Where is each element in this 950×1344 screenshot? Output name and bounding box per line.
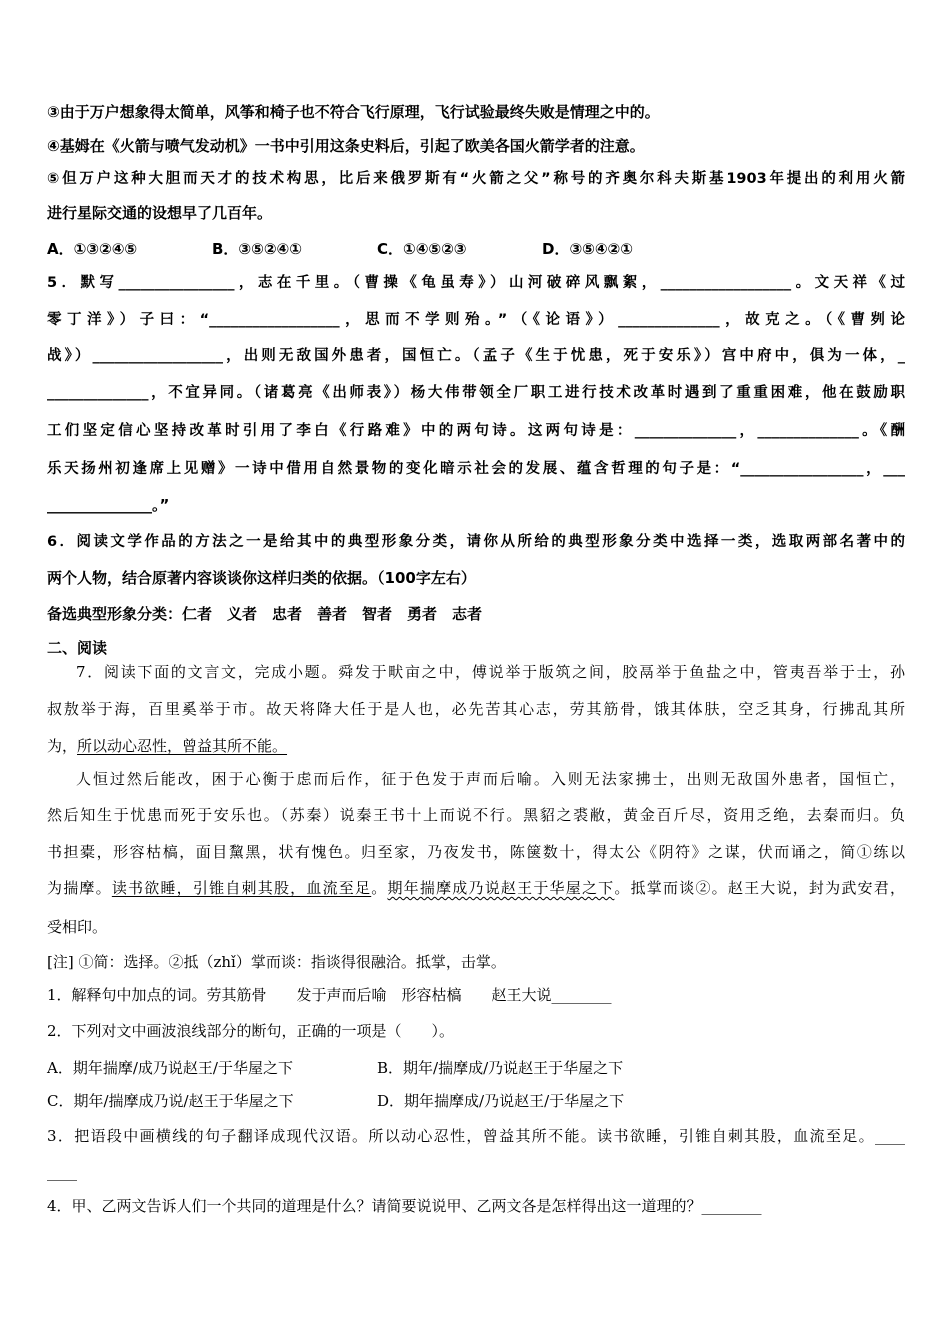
section-heading: 二、阅读 — [47, 639, 108, 657]
q4-options — [47, 239, 905, 259]
q4-item-5-line1: ⑤但万户这种大胆而天才的技术构思，比后来俄罗斯有“火箭之父”称号的齐奥尔科夫斯基1903年提出的利用火箭 — [47, 171, 905, 187]
q4-option-a[interactable]: A．①③②④⑤ — [47, 240, 138, 258]
q7-p2-line5: 受相印。 — [47, 918, 108, 936]
wavy-underlined-sentence: 期年揣摩成乃说赵王于华屋之下 — [387, 879, 615, 897]
q7-sub4: 4．甲、乙两文告诉人们一个共同的道理是什么？请简要说说甲、乙两文各是怎样得出这一道理的？________ — [47, 1197, 762, 1215]
q7-p1-line2: 叔敖举于海，百里奚举于市。故天将降大任于是人也，必先苦其心志，劳其筋骨，饿其体肤，空乏其身，行拂乱其所 — [47, 700, 905, 718]
q5-line: 乐天扬州初逢席上见赠》一诗中借用自然景物的变化暗示社会的发展、蕴含哲理的句子是：“_________________，___ — [47, 461, 905, 477]
text: 。抵掌而谈②。赵王大说，封为武安君， — [614, 879, 905, 897]
q4-item-5-line2: 进行星际交通的设想早了几百年。 — [47, 204, 273, 222]
q5-line: 零丁洋》）子曰：“__________________，思而不学则殆。”（《论语》）______________，故克之。（《曹刿论 — [47, 312, 905, 328]
text: 为， — [47, 737, 78, 755]
q6-line2: 两个人物，结合原著内容谈谈你这样归类的依据。（100字左右） — [47, 569, 476, 587]
q4-option-c[interactable]: C．①④⑤②③ — [377, 240, 467, 258]
q6-categories: 备选典型形象分类：仁者 义者 忠者 善者 智者 勇者 志者 — [47, 605, 483, 623]
q7-p1-line3 — [47, 736, 905, 756]
q7-p1-line1: 7．阅读下面的文言文，完成小题。舜发于畎亩之中，傅说举于版筑之间，胶鬲举于鱼盐之中，管夷吾举于士，孙 — [76, 663, 905, 681]
q7-sub3-answer-line[interactable]: ____ — [47, 1163, 77, 1181]
q7-note: [注] ①简：选择。②抵（zhǐ）掌而谈：指谈得很融洽。抵掌，击掌。 — [47, 953, 506, 971]
q6-line1: 6．阅读文学作品的方法之一是给其中的典型形象分类，请你从所给的典型形象分类中选择一类，选取两部名著中的 — [47, 534, 905, 550]
underlined-sentence: 所以动心忍性，曾益其所不能。 — [77, 737, 288, 755]
q7-sub2-option-c[interactable]: C．期年/揣摩成乃说/赵王于华屋之下 — [47, 1092, 294, 1110]
q7-sub3: 3．把语段中画横线的句子翻译成现代汉语。所以动心忍性，曾益其所不能。读书欲睡，引锥自刺其股，血流至足。____ — [47, 1127, 905, 1145]
q7-p2-line2: 然后知生于忧患而死于安乐也。（苏秦）说秦王书十上而说不行。黑貂之裘敝，黄金百斤尽，资用乏绝，去秦而归。负 — [47, 806, 905, 824]
q7-p2-line1: 人恒过然后能改，困于心衡于虑而后作，征于色发于声而后喻。入则无法家拂士，出则无敌国外患者，国恒亡， — [76, 770, 905, 788]
q5-line: 战》）__________________，出则无敌国外患者，国恒亡。（孟子《生于忧患，死于安乐》）宫中府中，俱为一体，_ — [47, 348, 905, 364]
q4-item-3: ③由于万户想象得太简单，风筝和椅子也不符合飞行原理，飞行试验最终失败是情理之中的。 — [47, 103, 660, 121]
underlined-sentence: 读书欲睡，引锥自刺其股，血流至足 — [111, 879, 372, 897]
q7-sub2-option-d[interactable]: D．期年揣摩成/乃说赵王/于华屋之下 — [377, 1092, 625, 1110]
q7-p2-line4 — [47, 878, 905, 898]
q5-line: ______________。” — [47, 496, 170, 514]
q7-sub2-options-row1 — [47, 1058, 905, 1078]
q4-item-4: ④基姆在《火箭与喷气发动机》一书中引用这条史料后，引起了欧美各国火箭学者的注意。 — [47, 137, 645, 155]
q7-p2-line3: 书担橐，形容枯槁，面目黧黑，状有愧色。归至家，乃夜发书，陈箧数十，得太公《阴符》之谋，伏而诵之，简①练以 — [47, 843, 905, 861]
q7-sub2: 2．下列对文中画波浪线部分的断句，正确的一项是（ ）。 — [47, 1022, 455, 1040]
q5-line: ______________，不宜异同。（诸葛亮《出师表》）杨大伟带领全厂职工进行技术改革时遇到了重重困难，他在鼓励职 — [47, 385, 905, 401]
text: 为揣摩。 — [47, 879, 112, 897]
q4-option-b[interactable]: B．③⑤②④① — [212, 240, 302, 258]
q7-sub2-option-b[interactable]: B．期年/揣摩成/乃说赵王于华屋之下 — [377, 1059, 624, 1077]
q7-sub1: 1．解释句中加点的词。劳其筋骨 发于声而后喻 形容枯槁 赵王大说________ — [47, 986, 612, 1004]
q5-line: 工们坚定信心坚持改革时引用了李白《行路难》中的两句诗。这两句诗是：______________，______________。《酬 — [47, 423, 905, 439]
text: 。 — [371, 879, 388, 897]
q7-sub2-options-row2 — [47, 1091, 905, 1111]
q4-option-d[interactable]: D．③⑤④②① — [542, 240, 633, 258]
q5-line: 5．默写________________，志在千里。（曹操《龟虽寿》）山河破碎风飘絮，__________________。文天祥《过 — [47, 275, 905, 291]
q7-sub2-option-a[interactable]: A．期年揣摩/成乃说赵王/于华屋之下 — [47, 1059, 293, 1077]
